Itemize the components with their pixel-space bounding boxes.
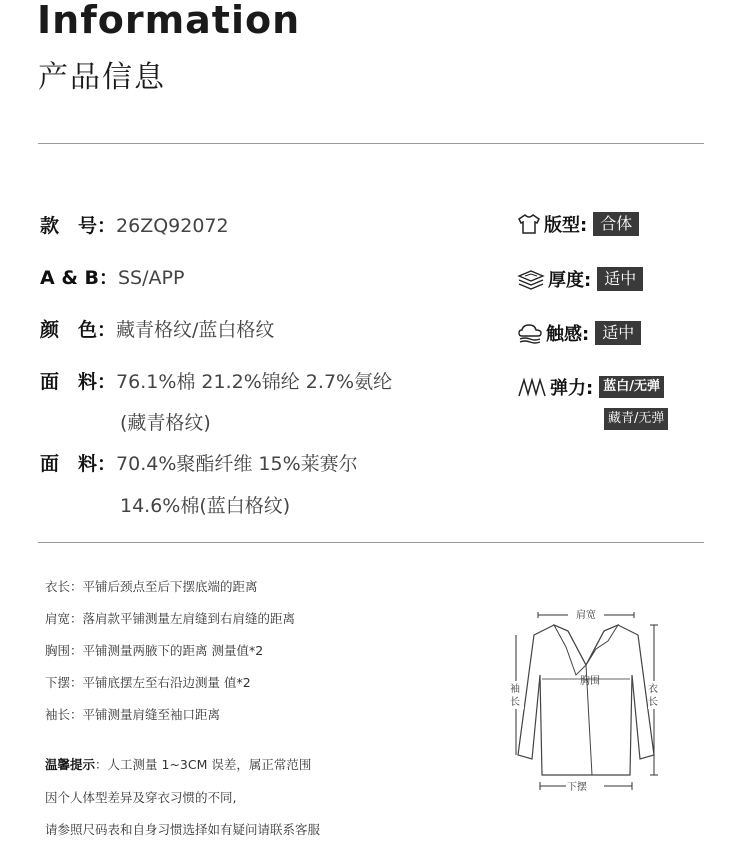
tips-line-2: 因个人体型差异及穿衣习惯的不同, <box>45 790 237 805</box>
spec-value: 26ZQ92072 <box>116 215 229 237</box>
spec-fabric-2-cont: 14.6%棉(蓝白格纹) <box>120 495 291 517</box>
title-chinese: 产品信息 <box>38 60 166 95</box>
spec-ab <box>40 263 184 290</box>
note-shoulder: 肩宽：落肩款平铺测量左肩缝到右肩缝的距离 <box>45 611 296 626</box>
spec-color <box>40 315 274 342</box>
attr-elasticity-label: 弹力: <box>550 378 594 399</box>
garment-measure-diagram <box>496 605 676 805</box>
title-english: Information <box>37 0 301 42</box>
spec-label: A & B： <box>40 267 118 289</box>
tips-line-3: 请参照尺码表和自身习惯选择如有疑问请联系客服 <box>45 822 321 837</box>
attr-touch <box>517 320 641 346</box>
spec-label: 款 号： <box>40 215 117 237</box>
diagram-label-shoulder: 肩宽 <box>576 610 596 621</box>
spec-value: 藏青格纹/蓝白格纹 <box>116 319 275 341</box>
note-sleeve: 袖长：平铺测量肩缝至袖口距离 <box>45 707 221 722</box>
tshirt-icon <box>517 213 541 235</box>
attr-elasticity-badge-1: 蓝白/无弹 <box>599 376 664 398</box>
diagram-label-hem: 下摆 <box>567 782 587 793</box>
divider-middle <box>38 542 704 543</box>
cloud-hand-icon <box>517 322 543 344</box>
note-length: 衣长：平铺后颈点至后下摆底端的距离 <box>45 579 258 594</box>
attr-elasticity-badge-2: 藏青/无弹 <box>604 408 668 430</box>
diagram-label-chest: 胸围 <box>580 676 600 687</box>
tips-text: ：人工测量 1~3CM 误差，属正常范围 <box>95 757 312 772</box>
spec-label: 面 料： <box>40 371 117 393</box>
attr-fit <box>517 211 639 237</box>
spec-value: 76.1%棉 21.2%锦纶 2.7%氨纶 <box>116 371 393 393</box>
spec-label: 面 料： <box>40 453 117 475</box>
note-hem: 下摆：平铺底摆左至右沿边测量 值*2 <box>45 675 251 690</box>
spec-fabric-1-cont: (藏青格纹) <box>120 412 211 434</box>
note-chest: 胸围：平铺测量两腋下的距离 测量值*2 <box>45 643 264 658</box>
layers-icon <box>517 268 545 290</box>
attr-fit-label: 版型: <box>544 215 588 236</box>
tips-label: 温馨提示 <box>45 757 96 772</box>
diagram-label-length: 衣长 <box>648 684 658 708</box>
spec-fabric-2 <box>40 449 358 476</box>
spec-value: 70.4%聚酯纤维 15%莱赛尔 <box>116 453 358 475</box>
spec-fabric-1 <box>40 367 392 394</box>
attr-thickness-label: 厚度: <box>548 270 592 291</box>
attr-thickness-badge: 适中 <box>597 267 643 291</box>
spec-label: 颜 色： <box>40 319 117 341</box>
tips-line-1 <box>45 755 311 773</box>
attr-touch-badge: 适中 <box>595 321 641 345</box>
attr-fit-badge: 合体 <box>593 212 639 236</box>
diagram-label-sleeve-1: 袖长 <box>510 684 520 708</box>
coat-lapel-right <box>586 625 618 665</box>
stretch-icon <box>517 376 547 398</box>
coat-outline <box>518 625 654 775</box>
divider-top <box>38 143 704 144</box>
attr-touch-label: 触感: <box>546 324 590 345</box>
spec-style-number <box>40 211 229 238</box>
attr-thickness <box>517 266 643 292</box>
coat-lapel-left <box>554 625 586 675</box>
attr-elasticity <box>517 374 664 400</box>
spec-value: SS/APP <box>118 267 185 289</box>
